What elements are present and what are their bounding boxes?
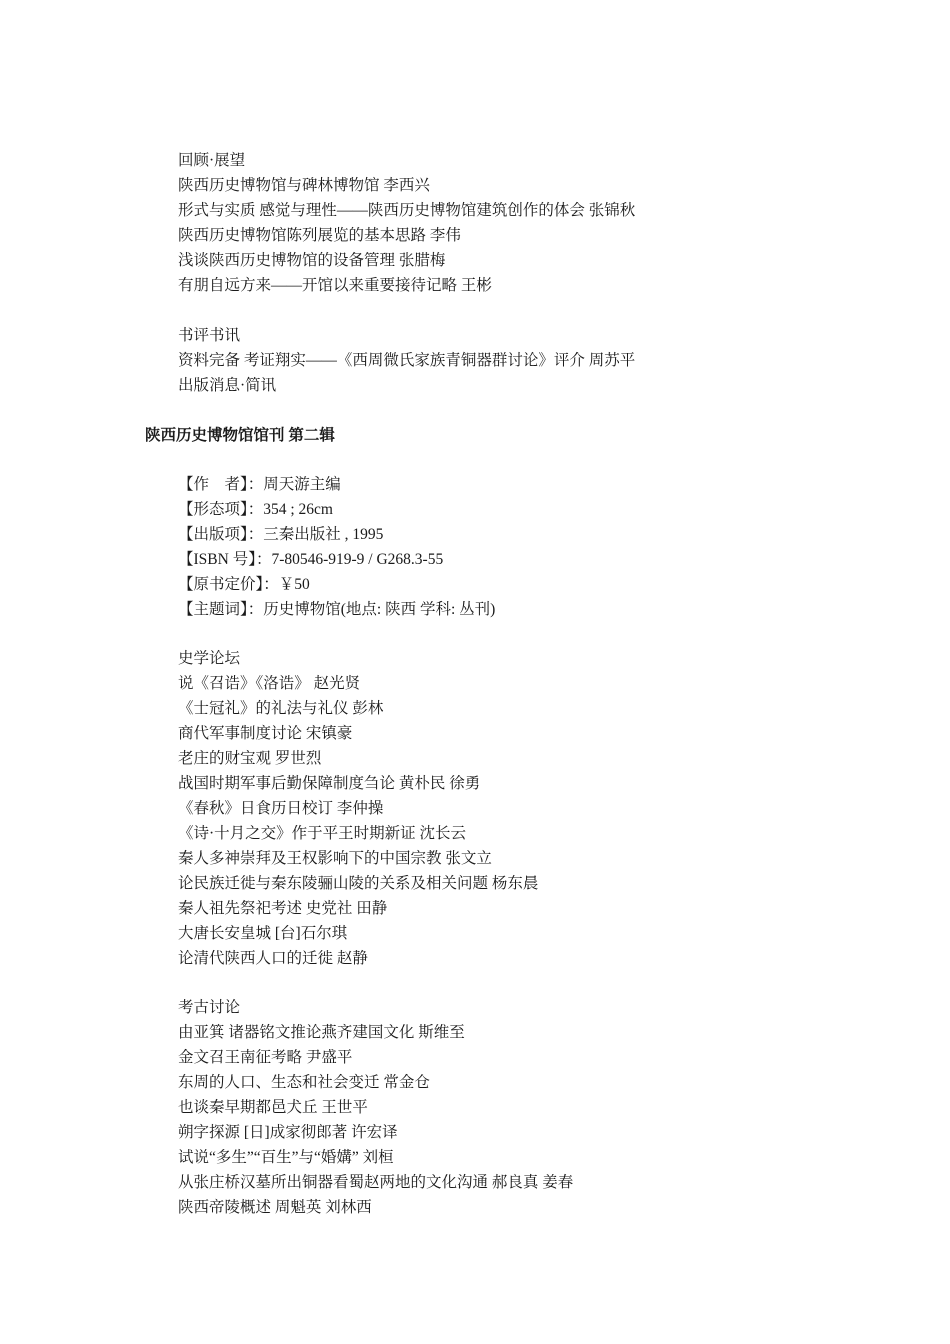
- list-item: 资料完备 考证翔实——《西周微氏家族青铜器群讨论》评介 周苏平: [178, 352, 636, 369]
- list-item: 也谈秦早期都邑犬丘 王世平: [178, 1099, 368, 1116]
- section-title: 书评书讯: [178, 327, 241, 344]
- list-item: 有朋自远方来——开馆以来重要接待记略 王彬: [178, 277, 492, 294]
- section-title: 考古讨论: [178, 999, 241, 1016]
- meta-isbn: 【ISBN 号】：7-80546-919-9 / G268.3-55: [178, 551, 444, 568]
- list-item: 从张庄桥汉墓所出铜器看蜀赵两地的文化沟通 郝良真 姜春: [178, 1174, 574, 1191]
- meta-publisher: 【出版项】：三秦出版社 , 1995: [178, 526, 384, 543]
- list-item: 试说“多生”“百生”与“婚媾” 刘桓: [178, 1149, 394, 1166]
- list-item: 老庄的财宝观 罗世烈: [178, 750, 322, 767]
- list-item: 东周的人口、生态和社会变迁 常金仓: [178, 1074, 430, 1091]
- list-item: 论民族迁徙与秦东陵骊山陵的关系及相关问题 杨东晨: [178, 875, 539, 892]
- list-item: 《诗·十月之交》作于平王时期新证 沈长云: [178, 825, 467, 842]
- section-archaeology: [178, 995, 898, 1220]
- list-item: 陕西历史博物馆陈列展览的基本思路 李伟: [178, 227, 461, 244]
- list-item: 出版消息·简讯: [178, 377, 277, 394]
- list-item: 秦人多神崇拜及王权影响下的中国宗教 张文立: [178, 850, 492, 867]
- section-book-reviews: [178, 323, 898, 398]
- list-item: 《士冠礼》的礼法与礼仪 彭林: [178, 700, 384, 717]
- meta-author: 【作 者】：周天游主编: [178, 476, 341, 493]
- book-metadata: [178, 472, 898, 622]
- list-item: 大唐长安皇城 [台]石尔琪: [178, 925, 348, 942]
- list-item: 秦人祖先祭祀考述 史党社 田静: [178, 900, 388, 917]
- list-item: 形式与实质 感觉与理性——陕西历史博物馆建筑创作的体会 张锦秋: [178, 202, 636, 219]
- meta-subject: 【主题词】：历史博物馆(地点: 陕西 学科: 丛刊): [178, 601, 496, 618]
- list-item: 《春秋》日食历日校订 李仲操: [178, 800, 384, 817]
- section-history-forum: [178, 646, 898, 971]
- list-item: 陕西历史博物馆与碑林博物馆 李西兴: [178, 177, 430, 194]
- list-item: 由亚箕 诸器铭文推论燕齐建国文化 斯维至: [178, 1024, 465, 1041]
- list-item: 陕西帝陵概述 周魁英 刘林西: [178, 1199, 372, 1216]
- list-item: 商代军事制度讨论 宋镇豪: [178, 725, 353, 742]
- list-item: 金文召王南征考略 尹盛平: [178, 1049, 353, 1066]
- meta-physical: 【形态项】：354 ; 26cm: [178, 501, 333, 518]
- list-item: 朔字探源 [日]成家彻郎著 许宏译: [178, 1124, 398, 1141]
- list-item: 说《召诰》《洛诰》 赵光贤: [178, 675, 361, 692]
- book-title: 陕西历史博物馆馆刊 第二辑: [145, 427, 335, 444]
- list-item: 论清代陕西人口的迁徙 赵静: [178, 950, 368, 967]
- meta-price: 【原书定价】：￥50: [178, 576, 310, 593]
- section-retrospect: [178, 148, 898, 298]
- section-title: 回顾·展望: [178, 152, 246, 169]
- list-item: 浅谈陕西历史博物馆的设备管理 张腊梅: [178, 252, 446, 269]
- section-title: 史学论坛: [178, 650, 241, 667]
- list-item: 战国时期军事后勤保障制度刍论 黄朴民 徐勇: [178, 775, 481, 792]
